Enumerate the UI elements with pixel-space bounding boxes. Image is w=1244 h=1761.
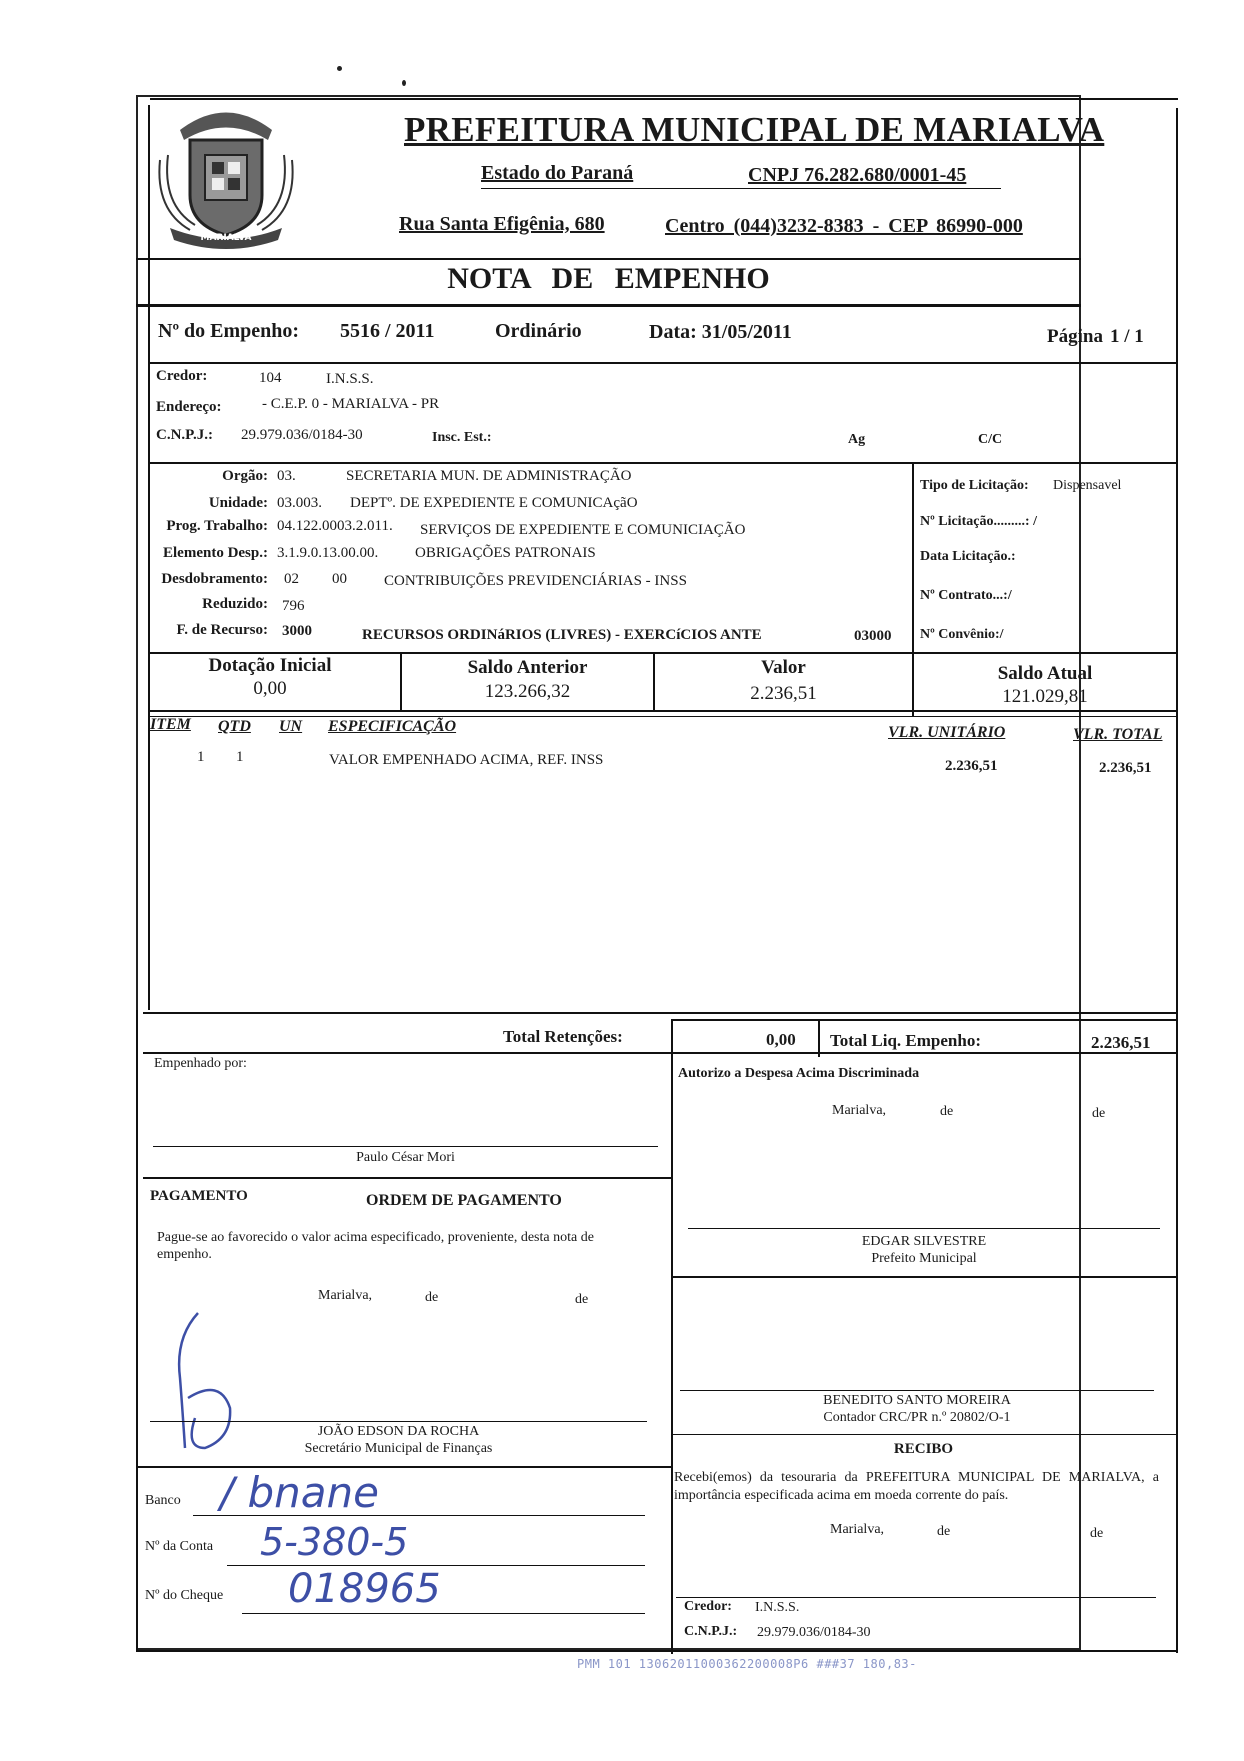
right-place: Marialva, xyxy=(832,1103,887,1118)
divider xyxy=(143,1052,1178,1054)
frame-right xyxy=(1176,108,1178,1653)
cheque-value: 018965 xyxy=(288,1566,441,1612)
ag-label: Ag xyxy=(848,432,866,447)
tipo-licitacao: Dispensavel xyxy=(1053,478,1122,493)
address-label: Endereço: xyxy=(156,399,222,415)
elem: OBRIGAÇÕES PATRONAIS xyxy=(415,545,596,561)
desd: CONTRIBUIÇÕES PREVIDENCIÁRIAS - INSS xyxy=(384,573,687,589)
fonte-num: 03000 xyxy=(854,628,892,644)
header-state: Estado do Paraná xyxy=(481,162,634,184)
saldo-atual-label: Saldo Atual xyxy=(997,663,1093,684)
col-spec: ESPECIFICAÇÃO xyxy=(328,718,457,735)
field-line xyxy=(242,1613,645,1614)
autorizo-label: Autorizo a Despesa Acima Discriminada xyxy=(678,1066,920,1081)
svg-text:MARIALVA: MARIALVA xyxy=(200,233,252,243)
credor-name: I.N.S.S. xyxy=(326,371,374,387)
empenho-kind: Ordinário xyxy=(495,320,582,342)
fonte-label: F. de Recurso: xyxy=(176,622,268,638)
header-title: PREFEITURA MUNICIPAL DE MARIALVA xyxy=(404,110,1105,149)
divider xyxy=(136,304,1081,307)
saldo-anterior-label: Saldo Anterior xyxy=(467,657,588,678)
red: 796 xyxy=(282,598,305,614)
pague-text: Pague-se ao favorecido o valor acima especificado, proveniente, desta nota de empenho. xyxy=(157,1230,594,1262)
divider xyxy=(143,1012,1178,1014)
desd-a: 02 xyxy=(284,571,299,587)
elem-label: Elemento Desp.: xyxy=(163,545,268,561)
divider xyxy=(148,710,1176,712)
right-de2: de xyxy=(1092,1106,1106,1121)
header-address: Centro (044)3232-8383 - CEP 86990-000 xyxy=(665,215,1023,237)
retencoes-value: 0,00 xyxy=(766,1030,796,1049)
liq-label: Total Liq. Empenho: xyxy=(830,1031,981,1050)
col-qtd: QTD xyxy=(218,718,251,735)
empenhado-name: Paulo César Mori xyxy=(356,1150,455,1165)
divider xyxy=(143,1177,671,1179)
item-num: 1 xyxy=(197,749,205,765)
prog-label: Prog. Trabalho: xyxy=(166,518,268,534)
unidade: DEPTº. DE EXPEDIENTE E COMUNICAçãO xyxy=(350,495,638,511)
header-cnpj: CNPJ 76.282.680/0001-45 xyxy=(748,164,967,186)
empenho-date: Data: 31/05/2011 xyxy=(649,321,792,343)
desd-label: Desdobramento: xyxy=(161,571,268,587)
item-spec: VALOR EMPENHADO ACIMA, REF. INSS xyxy=(329,752,604,768)
col-total: VLR. TOTAL xyxy=(1073,726,1163,743)
retencoes-label: Total Retenções: xyxy=(503,1027,623,1046)
data-licitacao: Data Licitação.: xyxy=(920,549,1016,564)
sign-line xyxy=(150,1421,647,1422)
banco-label: Banco xyxy=(145,1493,181,1508)
recibo-credor: I.N.S.S. xyxy=(755,1600,800,1615)
left-place: Marialva, xyxy=(318,1288,373,1303)
recibo-credor-label: Credor: xyxy=(684,1599,732,1614)
col-un: UN xyxy=(279,718,303,735)
valor-value: 2.236,51 xyxy=(750,683,817,704)
left-de1: de xyxy=(425,1290,439,1305)
sign-line xyxy=(688,1228,1160,1229)
divider xyxy=(136,258,1081,260)
elem-code: 3.1.9.0.13.00.00. xyxy=(277,545,379,561)
recibo-cnpj: 29.979.036/0184-30 xyxy=(757,1625,871,1640)
recibo-de1: de xyxy=(937,1524,951,1539)
frame-bottom xyxy=(136,1650,1178,1652)
fonte: RECURSOS ORDINáRIOS (LIVRES) - EXERCíCIOS ANTE xyxy=(362,627,762,643)
doc-title: NOTA DE EMPENHO xyxy=(447,262,770,295)
left-de2: de xyxy=(575,1292,589,1307)
right-de1: de xyxy=(940,1104,954,1119)
insc-label: Insc. Est.: xyxy=(432,430,492,445)
conta-label: Nº da Conta xyxy=(145,1539,214,1554)
divider xyxy=(148,362,1176,364)
valor-label: Valor xyxy=(761,657,806,678)
page-label: Página xyxy=(1047,326,1103,347)
num-licitacao: Nº Licitação.........: / xyxy=(920,514,1037,529)
credor-label: Credor: xyxy=(156,368,208,384)
red-label: Reduzido: xyxy=(202,596,268,612)
item-qtd: 1 xyxy=(236,749,244,765)
num-convenio: Nº Convênio:/ xyxy=(920,627,1004,642)
frame-left-lower xyxy=(136,1010,138,1650)
recibo-text: Recebi(emos) da tesouraria da PREFEITURA MUNICIPAL DE MARIALVA, a importância especificada acima em moeda corrente do país. xyxy=(674,1470,1159,1503)
header-rule xyxy=(481,188,1001,189)
sec-name: JOÃO EDSON DA ROCHA xyxy=(317,1424,480,1439)
tipo-licitacao-label: Tipo de Licitação: xyxy=(920,478,1029,493)
contador-name: BENEDITO SANTO MOREIRA xyxy=(823,1393,1011,1408)
banco-value: / bnane xyxy=(220,1468,379,1517)
empenho-number-label: Nº do Empenho: xyxy=(158,320,300,342)
divider xyxy=(138,1466,671,1468)
divider xyxy=(671,1434,1178,1435)
stray-mark xyxy=(337,66,342,71)
sign-line xyxy=(676,1597,1156,1598)
credor-cnpj: 29.979.036/0184-30 xyxy=(241,427,363,443)
prog: SERVIÇOS DE EXPEDIENTE E COMUNICIAÇÃO xyxy=(420,522,746,538)
dotacao-value: 0,00 xyxy=(253,678,287,699)
divider xyxy=(148,462,1176,464)
page-number: 1 / 1 xyxy=(1110,326,1144,347)
prog-code: 04.122.0003.2.011. xyxy=(277,518,393,534)
recibo-title: RECIBO xyxy=(893,1441,954,1457)
coat-of-arms xyxy=(150,100,302,250)
credor-address: - C.E.P. 0 - MARIALVA - PR xyxy=(262,396,440,412)
sign-line xyxy=(680,1390,1154,1391)
num-contrato: Nº Contrato...:/ xyxy=(920,588,1012,603)
recibo-de2: de xyxy=(1090,1526,1104,1541)
orgao: SECRETARIA MUN. DE ADMINISTRAÇÃO xyxy=(346,468,632,484)
frame-top xyxy=(150,98,1178,100)
prefeito-name: EDGAR SILVESTRE xyxy=(861,1234,987,1249)
ordem-label: ORDEM DE PAGAMENTO xyxy=(366,1192,562,1209)
unidade-label: Unidade: xyxy=(208,495,268,511)
cnpj-label: C.N.P.J.: xyxy=(156,427,213,443)
divider xyxy=(671,1276,1178,1278)
orgao-label: Orgão: xyxy=(222,468,268,484)
divider xyxy=(671,1019,1178,1021)
vdivider-mid xyxy=(671,1054,673,1654)
item-total: 2.236,51 xyxy=(1099,760,1152,776)
header-street: Rua Santa Efigênia, 680 xyxy=(399,213,605,235)
sec-role: Secretário Municipal de Finanças xyxy=(304,1441,493,1456)
cheque-label: Nº do Cheque xyxy=(145,1588,224,1603)
saldo-anterior-value: 123.266,32 xyxy=(484,681,571,702)
desd-b: 00 xyxy=(332,571,347,587)
pagamento-label: PAGAMENTO xyxy=(150,1188,248,1204)
saldo-atual-value: 121.029,81 xyxy=(1002,686,1088,707)
col-unit: VLR. UNITÁRIO xyxy=(888,724,1006,741)
recibo-place: Marialva, xyxy=(830,1522,885,1537)
conta-value: 5-380-5 xyxy=(260,1520,409,1564)
item-unit: 2.236,51 xyxy=(945,758,998,774)
liq-value: 2.236,51 xyxy=(1091,1033,1151,1052)
divider xyxy=(148,716,1176,717)
col-item: ITEM xyxy=(150,716,191,733)
recibo-cnpj-label: C.N.P.J.: xyxy=(684,1624,738,1639)
credor-code: 104 xyxy=(259,370,282,386)
fonte-code: 3000 xyxy=(282,623,312,639)
contador-role: Contador CRC/PR n.º 20802/O-1 xyxy=(823,1410,1011,1425)
cc-label: C/C xyxy=(978,432,1003,447)
empenho-number: 5516 / 2011 xyxy=(340,320,435,342)
prefeito-role: Prefeito Municipal xyxy=(871,1251,977,1266)
divider xyxy=(148,652,1176,654)
empenhado-label: Empenhado por: xyxy=(154,1056,247,1071)
sign-line xyxy=(153,1146,658,1147)
footer-code: PMM 101 13062011000362200008P6 ###37 180,83- xyxy=(577,1657,917,1671)
stray-mark xyxy=(402,80,406,86)
unidade-code: 03.003. xyxy=(277,495,322,511)
dotacao-label: Dotação Inicial xyxy=(208,655,332,676)
orgao-code: 03. xyxy=(277,468,296,484)
